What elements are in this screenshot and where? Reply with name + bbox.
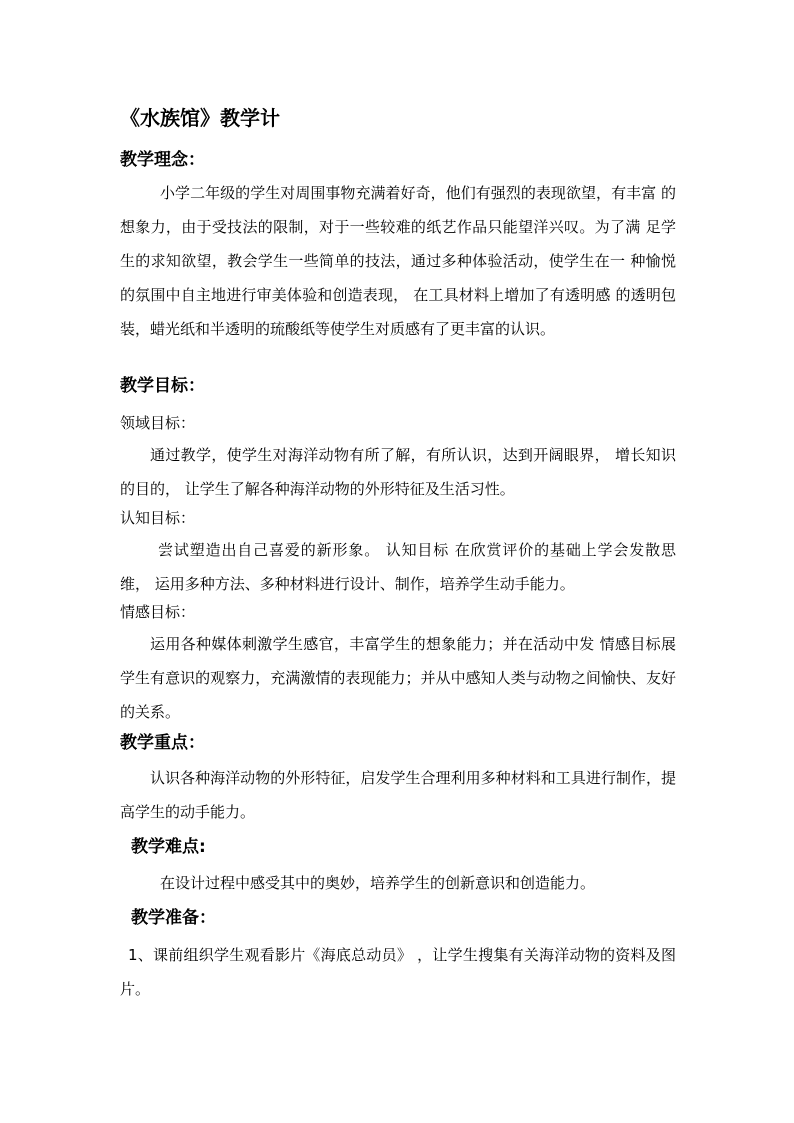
cognitive-goal-paragraph: 尝试塑造出自己喜爱的新形象。 认知目标 在欣赏评价的基础上学会发散思维， 运用多种方法、多种材料进行设计、制作，培养学生动手能力。 [120, 541, 676, 593]
emotional-goal-paragraph: 运用各种媒体刺激学生感官，丰富学生的想象能力；并在活动中发 情感目标展学生有意识的观察力，充满激情的表现能力；并从中感知人类与动物之间愉快、友好的关系。 [120, 635, 676, 721]
goals-heading: 教学目标： [120, 376, 205, 396]
key-points-heading: 教学重点： [120, 733, 205, 753]
difficulties-heading: 教学难点: [131, 837, 206, 857]
preparation-heading: 教学准备： [131, 908, 216, 928]
emotional-goal-label: 情感目标： [120, 603, 196, 621]
philosophy-heading: 教学理念： [120, 150, 205, 170]
philosophy-paragraph: 小学二年级的学生对周围事物充满着好奇，他们有强烈的表现欲望，有丰富 的想象力，由于受技法的限制，对于一些较难的纸艺作品只能望洋兴叹。为了满 足学生的求知欲望，教会学生一些简单的技法，通过多种体验活动，使学生在一 种愉悦的氛围中自主地进行审美体验和创造表现， 在工具材料上增加了有透明感 的透明包装，蜡光纸和半透明的琉酸纸等使学生对质感有了更丰富的认识。 [120, 184, 676, 338]
cognitive-goal-label: 认知目标： [120, 509, 196, 527]
domain-goal-paragraph: 通过教学，使学生对海洋动物有所了解，有所认识，达到开阔眼界， 增长知识的目的， 让学生了解各种海洋动物的外形特征及生活习性。 [120, 446, 676, 498]
preparation-item: 1、课前组织学生观看影片《海底总动员》 ，让学生搜集有关海洋动物的资料及图片。 [120, 946, 676, 998]
difficulties-paragraph: 在设计过程中感受其中的奥妙，培养学生的创新意识和创造能力。 [160, 874, 596, 892]
key-points-paragraph: 认识各种海洋动物的外形特征，启发学生合理利用多种材料和工具进行制作，提高学生的动手能力。 [120, 769, 676, 821]
document-title: 《水族馆》教学计 [120, 106, 280, 130]
domain-goal-label: 领域目标： [120, 414, 196, 432]
